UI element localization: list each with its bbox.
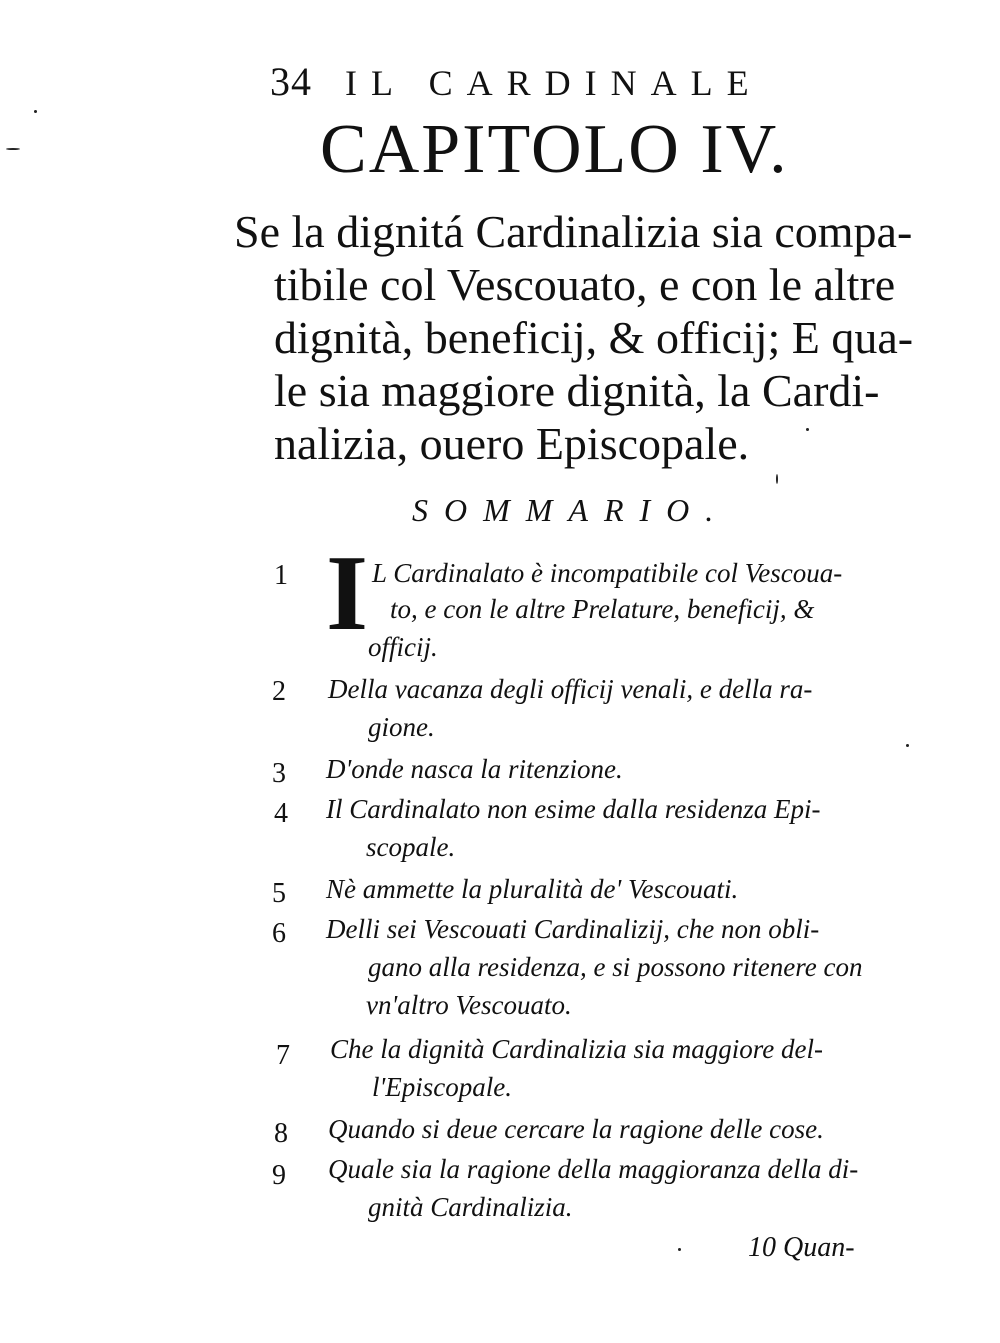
sommario-title: SOMMARIO.	[412, 492, 730, 528]
ink-speck	[776, 474, 778, 484]
chapter-heading	[234, 205, 934, 470]
ink-speck	[806, 428, 809, 431]
entry-number: 4	[274, 798, 288, 829]
entry-line: Che la dignità Cardinalizia sia maggiore del-	[330, 1034, 824, 1064]
heading-line: le sia maggiore dignità, la Cardi-	[274, 365, 880, 416]
running-title: IL CARDINALE	[345, 63, 763, 103]
running-head	[270, 58, 763, 105]
page-number: 34	[270, 59, 312, 104]
heading-line: tibile col Vescouato, e con le altre	[274, 259, 896, 310]
heading-line: dignità, beneficij, & officij; E qua-	[274, 312, 914, 363]
entry-line: Nè ammette la pluralità de' Vescouati.	[326, 874, 739, 904]
ink-speck	[34, 110, 37, 113]
ink-speck	[678, 1248, 681, 1251]
entry-line: scopale.	[366, 832, 456, 862]
entry-number: 8	[274, 1118, 288, 1149]
entry-line: gano alla residenza, e si possono ritenere con	[368, 952, 863, 982]
heading-line: nalizia, ouero Episcopale.	[274, 418, 750, 469]
entry-line: Delli sei Vescouati Cardinalizij, che non obli-	[326, 914, 820, 944]
ink-speck	[6, 148, 20, 150]
entry-line: Il Cardinalato non esime dalla residenza Epi-	[326, 794, 821, 824]
entry-number: 3	[272, 758, 286, 789]
entry-line: to, e con le altre Prelature, beneficij, &	[390, 594, 815, 624]
entry-line: Quando si deue cercare la ragione delle cose.	[328, 1114, 824, 1144]
entry-number: 2	[272, 676, 286, 707]
entry-number: 5	[272, 878, 286, 909]
entry-line: officij.	[368, 632, 438, 662]
entry-number: 6	[272, 918, 286, 949]
entry-line: D'onde nasca la ritenzione.	[326, 754, 623, 784]
entry-line: l'Episcopale.	[372, 1072, 512, 1102]
entry-line: Della vacanza degli officij venali, e della ra-	[328, 674, 813, 704]
entry-line: gione.	[368, 712, 435, 742]
entry-number: 1	[274, 560, 288, 591]
entry-line: vn'altro Vescouato.	[366, 990, 572, 1020]
drop-cap: I	[326, 534, 369, 653]
ink-speck	[906, 744, 909, 747]
catchword: 10 Quan-	[748, 1232, 855, 1263]
entry-line: gnità Cardinalizia.	[368, 1192, 573, 1222]
entry-number: 7	[276, 1040, 290, 1071]
heading-line: Se la dignitá Cardinalizia sia compa-	[234, 206, 913, 257]
chapter-title: CAPITOLO IV.	[320, 111, 789, 188]
entry-line: L Cardinalato è incompatibile col Vescoua-	[372, 558, 843, 588]
entry-number: 9	[272, 1160, 286, 1191]
entry-line: Quale sia la ragione della maggioranza della di-	[328, 1154, 859, 1184]
